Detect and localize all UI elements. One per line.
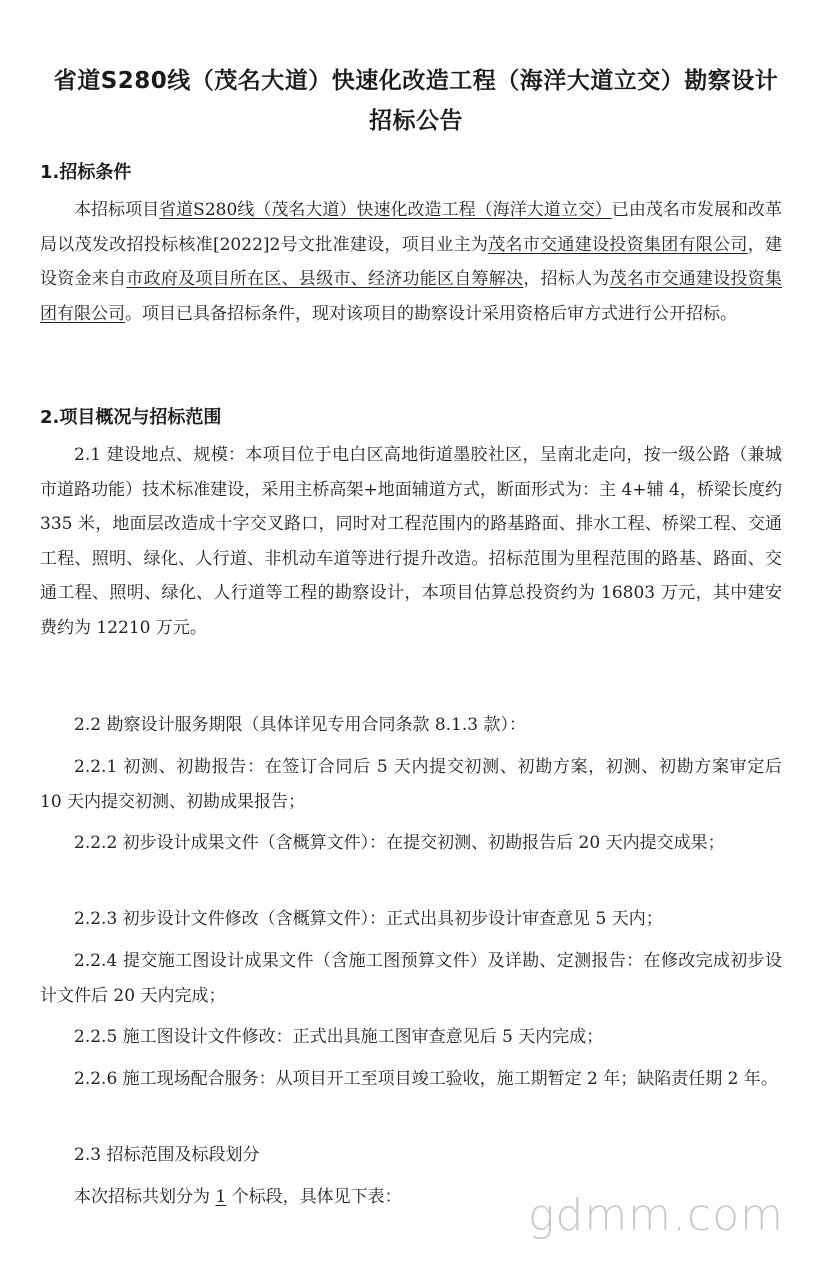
project-owner: 茂名市交通建设投资集团有限公司: [488, 234, 748, 255]
text-run: 本招标项目: [74, 200, 160, 220]
text-run: 个标段，具体见下表：: [226, 1187, 402, 1207]
clause-2-2: 2.2 勘察设计服务期限（具体详见专用合同条款 8.1.3 款）：: [74, 715, 527, 735]
clause-2-2-5: 2.2.5 施工图设计文件修改：正式出具施工图审查意见后 5 天内完成；: [74, 1027, 604, 1047]
watermark-text: gdmm.com: [527, 1190, 784, 1241]
text-run: 已由茂名市发展和改革局以茂发改招投标核准[2022]2号文批准建设，项目业主为: [40, 200, 783, 255]
section1-heading: 1.招标条件: [40, 162, 132, 183]
section1-paragraph: [40, 193, 782, 331]
clause-2-1: 2.1 建设地点、规模：本项目位于电白区高地街道墨胶社区，呈南北走向，按一级公路（兼城市道路功能）技术标准建设，采用主桥高架+地面辅道方式，断面形式为：主 4+辅 4，桥梁长度约 335 米，地面层改造成十字交叉路口，同时对工程范围内的路基路面、排水工程、桥梁工程、交通工程、照明、绿化、人行道、非机动车道等进行提升改造。招标范围为里程范围的路基、路面、交通工程、照明、绿化、人行道等工程的勘察设计，本项目估算总投资约为 16803 万元，其中建安费约为 12210 万元。: [40, 445, 782, 638]
text-run: 。项目已具备招标条件，现对该项目的勘察设计采用资格后审方式进行公开招标。: [125, 303, 737, 324]
section2-heading: 2.项目概况与招标范围: [40, 407, 222, 428]
clause-2-2-1: 2.2.1 初测、初勘报告：在签订合同后 5 天内提交初测、初勘方案，初测、初勘方案审定后 10 天内提交初测、初勘成果报告；: [40, 757, 782, 812]
text-run: ，建设资金来自: [40, 234, 783, 289]
text-run: ，招标人为: [523, 269, 610, 289]
tenderer: 茂名市交通建设投资集团有限公司: [40, 269, 783, 324]
document-title-line2: 招标公告: [369, 108, 463, 134]
document-title-line1: 省道S280线（茂名大道）快速化改造工程（海洋大道立交）勘察设计: [53, 68, 779, 94]
funding-source: 市政府及项目所在区、县级市、经济功能区自筹解决: [126, 269, 524, 289]
clause-2-2-2: 2.2.2 初步设计成果文件（含概算文件）：在提交初测、初勘报告后 20 天内提交成果；: [74, 833, 725, 853]
project-name: 省道S280线（茂名大道）快速化改造工程（海洋大道立交）: [159, 200, 612, 220]
clause-2-2-3: 2.2.3 初步设计文件修改（含概算文件）：正式出具初步设计审查意见 5 天内；: [74, 909, 663, 929]
clause-2-2-6: 2.2.6 施工现场配合服务：从项目开工至项目竣工验收，施工期暂定 2 年；缺陷责任期 2 年。: [74, 1069, 778, 1089]
clause-2-2-4: 2.2.4 提交施工图设计成果文件（含施工图预算文件）及详勘、定测报告：在修改完成初步设计文件后 20 天内完成；: [40, 951, 782, 1006]
clause-2-3: 2.3 招标范围及标段划分: [74, 1145, 260, 1165]
text-run: 本次招标共划分为: [74, 1187, 216, 1207]
lot-count: 1: [215, 1187, 227, 1207]
